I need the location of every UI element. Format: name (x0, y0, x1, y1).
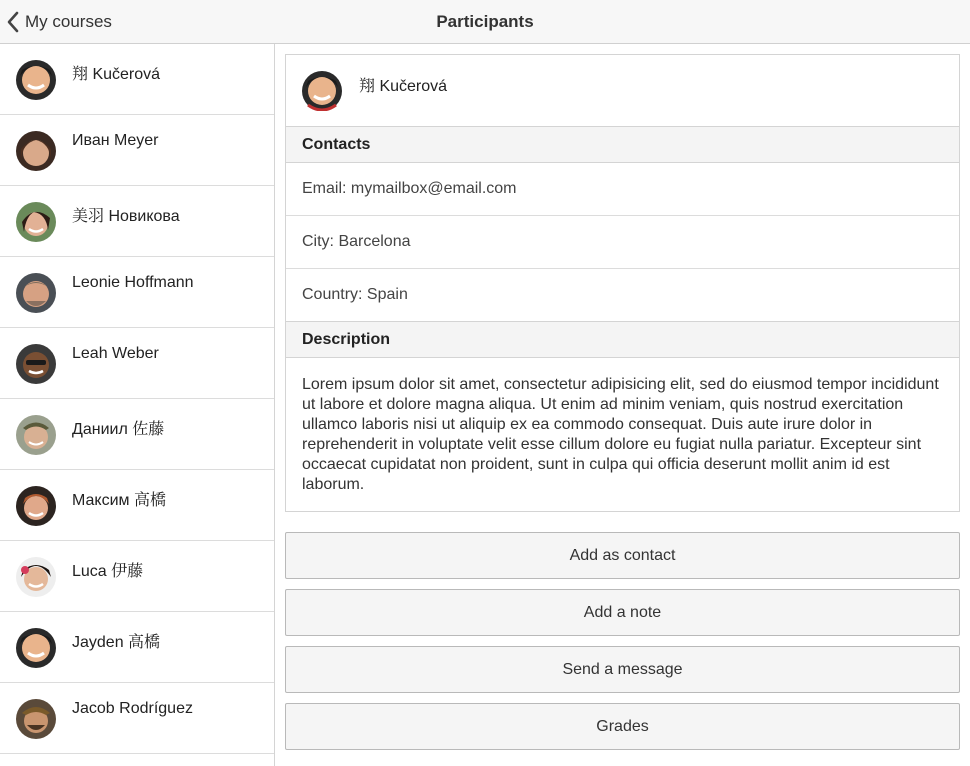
add-contact-button[interactable]: Add as contact (285, 532, 960, 579)
participant-name: Leonie Hoffmann (72, 274, 194, 291)
participant-item[interactable] (0, 399, 274, 470)
participant-name: Иван Meyer (72, 132, 159, 149)
avatar (16, 344, 56, 384)
email-row[interactable]: Email: mymailbox@email.com (286, 163, 959, 216)
avatar (16, 557, 56, 597)
avatar (16, 628, 56, 668)
avatar (16, 486, 56, 526)
participant-name: Максим 高橋 (72, 492, 166, 509)
avatar (16, 415, 56, 455)
participant-item[interactable] (0, 44, 274, 115)
description-heading: Description (286, 322, 959, 358)
city-row: City: Barcelona (286, 216, 959, 269)
participant-item[interactable] (0, 612, 274, 683)
profile-name: 翔 Kučerová (359, 78, 448, 95)
add-note-button[interactable]: Add a note (285, 589, 960, 636)
participant-item[interactable] (0, 257, 274, 328)
description-text: Lorem ipsum dolor sit amet, consectetur adipisicing elit, sed do eiusmod tempor incididunt ut labore et dolore magna aliqua. Ut enim ad minim veniam, quis nostrud exercitation ullamco laboris nisi ut aliquip ex ea commodo consequat. Duis aute irure dolor in reprehenderit in voluptate velit esse cillum dolore eu fugiat nulla pariatur. Excepteur sint occaecat cupidatat non proident, sunt in culpa qui officia deserunt mollit anim id est laborum. (302, 376, 939, 493)
contacts-heading: Contacts (286, 127, 959, 163)
participant-name: 翔 Kučerová (72, 66, 161, 83)
avatar (16, 273, 56, 313)
participant-name: Даниил 佐藤 (72, 421, 165, 438)
avatar (16, 60, 56, 100)
participant-item[interactable] (0, 541, 274, 612)
chevron-left-icon (6, 11, 20, 33)
avatar (16, 699, 56, 739)
participant-name: 美羽 Новикова (72, 208, 180, 225)
back-label: My courses (25, 12, 112, 31)
participant-name: Leah Weber (72, 345, 159, 362)
profile-header (286, 55, 959, 127)
participant-item[interactable] (0, 328, 274, 399)
participant-detail-card (285, 54, 960, 512)
participant-item[interactable] (0, 115, 274, 186)
country-row: Country: Spain (286, 269, 959, 322)
avatar (302, 71, 342, 111)
top-bar (0, 0, 970, 44)
participant-item[interactable] (0, 470, 274, 541)
avatar (16, 202, 56, 242)
participant-name: Jacob Rodríguez (72, 700, 193, 717)
participant-item[interactable] (0, 186, 274, 257)
back-button[interactable] (6, 0, 112, 44)
grades-button[interactable]: Grades (285, 703, 960, 750)
page-title: Participants (436, 12, 534, 31)
participants-list (0, 44, 275, 766)
participant-name: Luca 伊藤 (72, 563, 144, 580)
send-message-button[interactable]: Send a message (285, 646, 960, 693)
participant-item[interactable] (0, 683, 274, 754)
participant-name: Jayden 高橋 (72, 634, 161, 651)
avatar (16, 131, 56, 171)
